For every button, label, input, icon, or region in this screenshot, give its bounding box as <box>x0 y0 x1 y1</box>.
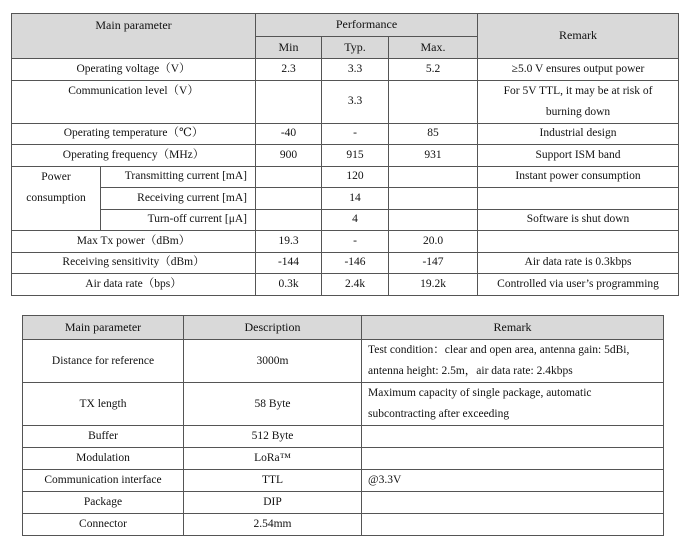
remark-cell: Controlled via user’s programming <box>478 274 679 296</box>
table-row <box>12 231 679 253</box>
remark-cell <box>478 188 679 210</box>
max-cell: 85 <box>389 123 478 145</box>
max-cell: -147 <box>389 252 478 274</box>
min-cell <box>256 166 322 188</box>
remark-cell: Support ISM band <box>478 145 679 167</box>
header-typ: Typ. <box>322 37 389 59</box>
param-cell: Package <box>23 492 184 514</box>
remark-cell <box>362 383 664 426</box>
min-cell: -40 <box>256 123 322 145</box>
table-row <box>23 470 664 492</box>
typ-cell: 2.4k <box>322 274 389 296</box>
remark-line: antenna height: 2.5m，air data rate: 2.4kbps <box>368 365 573 377</box>
typ-cell: 14 <box>322 188 389 210</box>
typ-cell: -146 <box>322 252 389 274</box>
desc-cell: LoRa™ <box>184 448 362 470</box>
power-consumption-group-cell <box>12 166 101 231</box>
desc-cell: 58 Byte <box>184 383 362 426</box>
remark-line: For 5V TTL, it may be at risk of <box>503 84 653 97</box>
group-line: consumption <box>26 191 86 204</box>
header-main-parameter: Main parameter <box>23 316 184 340</box>
remark-cell <box>478 80 679 123</box>
performance-table <box>11 13 679 296</box>
max-cell: 5.2 <box>389 59 478 81</box>
min-cell <box>256 188 322 210</box>
remark-cell <box>478 231 679 253</box>
max-cell: 19.2k <box>389 274 478 296</box>
param-cell: Turn-off current [μA] <box>101 209 256 231</box>
header-remark: Remark <box>478 14 679 59</box>
param-cell: Receiving current [mA] <box>101 188 256 210</box>
specification-table <box>22 315 664 536</box>
typ-cell: - <box>322 231 389 253</box>
table-row <box>23 340 664 383</box>
desc-cell: 3000m <box>184 340 362 383</box>
max-cell <box>389 209 478 231</box>
table-row <box>12 209 679 231</box>
remark-cell: @3.3V <box>362 470 664 492</box>
table-row <box>12 166 679 188</box>
remark-line: Maximum capacity of single package, automatic <box>368 387 592 399</box>
remark-cell <box>362 448 664 470</box>
typ-cell: 120 <box>322 166 389 188</box>
header-main-parameter: Main parameter <box>12 14 256 59</box>
typ-cell: 915 <box>322 145 389 167</box>
remark-cell: Air data rate is 0.3kbps <box>478 252 679 274</box>
max-cell <box>389 80 478 123</box>
table-row <box>23 383 664 426</box>
param-cell: TX length <box>23 383 184 426</box>
remark-cell <box>362 514 664 536</box>
typ-cell: 4 <box>322 209 389 231</box>
table-row <box>23 514 664 536</box>
max-cell: 931 <box>389 145 478 167</box>
group-line: Power <box>41 170 71 183</box>
header-description: Description <box>184 316 362 340</box>
header-max: Max. <box>389 37 478 59</box>
min-cell: 19.3 <box>256 231 322 253</box>
header-remark: Remark <box>362 316 664 340</box>
table-row <box>23 426 664 448</box>
param-cell: Operating temperature（℃） <box>12 123 256 145</box>
table-row <box>12 59 679 81</box>
header-min: Min <box>256 37 322 59</box>
header-performance: Performance <box>256 14 478 37</box>
param-cell: Max Tx power（dBm） <box>12 231 256 253</box>
table-row <box>12 145 679 167</box>
min-cell <box>256 80 322 123</box>
param-cell: Connector <box>23 514 184 536</box>
desc-cell: 512 Byte <box>184 426 362 448</box>
param-cell: Communication level（V） <box>12 80 256 123</box>
remark-cell: Instant power consumption <box>478 166 679 188</box>
remark-line: Test condition：clear and open area, antenna gain: 5dBi, <box>368 344 630 356</box>
min-cell: 0.3k <box>256 274 322 296</box>
param-cell: Communication interface <box>23 470 184 492</box>
param-cell: Receiving sensitivity（dBm） <box>12 252 256 274</box>
remark-cell <box>362 426 664 448</box>
param-cell: Buffer <box>23 426 184 448</box>
max-cell <box>389 166 478 188</box>
param-cell: Operating frequency（MHz） <box>12 145 256 167</box>
remark-cell <box>362 340 664 383</box>
param-cell: Modulation <box>23 448 184 470</box>
table-row <box>12 188 679 210</box>
typ-cell: 3.3 <box>322 80 389 123</box>
param-cell: Operating voltage（V） <box>12 59 256 81</box>
min-cell: 900 <box>256 145 322 167</box>
remark-line: burning down <box>545 105 611 118</box>
param-cell: Transmitting current [mA] <box>101 166 256 188</box>
max-cell <box>389 188 478 210</box>
desc-cell: 2.54mm <box>184 514 362 536</box>
typ-cell: 3.3 <box>322 59 389 81</box>
param-cell: Air data rate（bps） <box>12 274 256 296</box>
remark-cell <box>362 492 664 514</box>
table-row <box>12 274 679 296</box>
table-row <box>23 448 664 470</box>
remark-line: subcontracting after exceeding <box>368 408 510 420</box>
typ-cell: - <box>322 123 389 145</box>
min-cell <box>256 209 322 231</box>
min-cell: 2.3 <box>256 59 322 81</box>
min-cell: -144 <box>256 252 322 274</box>
remark-cell: Industrial design <box>478 123 679 145</box>
desc-cell: TTL <box>184 470 362 492</box>
max-cell: 20.0 <box>389 231 478 253</box>
remark-cell: ≥5.0 V ensures output power <box>478 59 679 81</box>
desc-cell: DIP <box>184 492 362 514</box>
table-row <box>12 123 679 145</box>
remark-cell: Software is shut down <box>478 209 679 231</box>
table-row <box>12 252 679 274</box>
table-row <box>23 492 664 514</box>
param-cell: Distance for reference <box>23 340 184 383</box>
table-row <box>12 80 679 123</box>
